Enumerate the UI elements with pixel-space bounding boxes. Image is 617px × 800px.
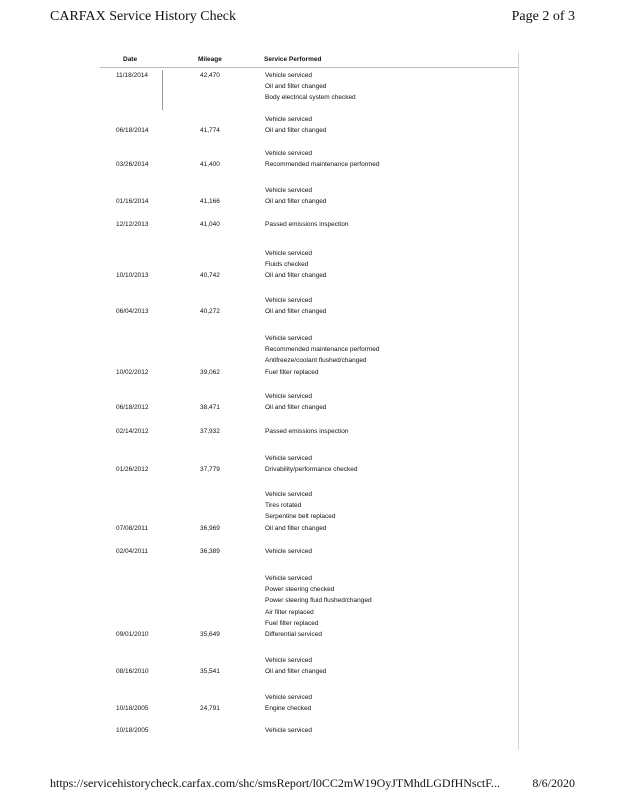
record-mileage: 39,062 xyxy=(200,368,220,376)
service-item: Fuel filter replaced xyxy=(265,368,319,376)
record-mileage: 35,541 xyxy=(200,668,220,676)
record-mileage: 37,932 xyxy=(200,428,220,435)
record-services xyxy=(265,70,356,104)
service-item: Engine checked xyxy=(265,705,312,713)
service-record xyxy=(100,725,518,736)
service-item: Vehicle serviced xyxy=(265,491,312,498)
service-item: Power steering fluid flushed/changed xyxy=(265,597,372,605)
record-mileage: 42,470 xyxy=(200,72,220,79)
record-date: 02/04/2011 xyxy=(116,548,149,555)
service-item: Vehicle serviced xyxy=(265,297,312,304)
record-date: 11/18/2014 xyxy=(116,72,149,79)
service-item: Vehicle serviced xyxy=(265,575,312,582)
service-record xyxy=(100,573,518,640)
record-mileage: 36,389 xyxy=(200,548,220,555)
document-title: CARFAX Service History Check xyxy=(50,9,236,24)
service-item: Power steering checked xyxy=(265,586,335,594)
service-history-table xyxy=(100,52,519,750)
footer-url: https://servicehistorycheck.carfax.com/shc/smsReport/l0CC2mW19OyJTMhdLGDfHNsctF... xyxy=(50,776,500,790)
record-services xyxy=(265,114,326,136)
record-services xyxy=(265,725,312,736)
record-date: 09/01/2010 xyxy=(116,631,149,638)
service-record xyxy=(100,391,518,413)
service-item: Vehicle serviced xyxy=(265,250,312,257)
service-item: Passed emissions inspection xyxy=(265,221,349,228)
service-item: Differential serviced xyxy=(265,630,322,638)
service-item: Oil and filter changed xyxy=(265,127,327,135)
service-item: Vehicle serviced xyxy=(265,393,312,400)
service-item: Vehicle serviced xyxy=(265,455,312,462)
record-services xyxy=(265,573,372,640)
record-mileage: 36,969 xyxy=(200,524,220,532)
date-column-header: Date xyxy=(123,56,138,63)
record-date: 07/08/2011 xyxy=(116,524,149,532)
record-services xyxy=(265,426,348,437)
record-services xyxy=(265,546,312,557)
service-item: Vehicle serviced xyxy=(265,548,312,555)
service-item: Oil and filter changed xyxy=(265,404,327,412)
service-item: Air filter replaced xyxy=(265,608,314,616)
record-services xyxy=(265,148,380,170)
record-date: 12/12/2013 xyxy=(116,221,149,228)
service-record xyxy=(100,426,518,437)
record-date: 01/16/2014 xyxy=(116,198,149,206)
service-record xyxy=(100,219,518,230)
record-services xyxy=(265,489,335,534)
service-item: Vehicle serviced xyxy=(265,72,312,79)
record-services xyxy=(265,692,312,714)
service-item: Tires rotated xyxy=(265,502,302,510)
record-services xyxy=(265,185,326,207)
record-date: 06/18/2014 xyxy=(116,127,149,135)
record-date: 10/18/2005 xyxy=(116,705,149,713)
service-item: Vehicle serviced xyxy=(265,727,312,734)
record-mileage: 38,471 xyxy=(200,404,220,412)
service-record xyxy=(100,248,518,282)
service-item: Fuel filter replaced xyxy=(265,619,319,627)
service-item: Oil and filter changed xyxy=(265,524,327,532)
record-date: 08/16/2010 xyxy=(116,668,149,676)
mileage-column-header: Mileage xyxy=(198,56,222,63)
record-mileage: 41,774 xyxy=(200,127,220,135)
record-date: 10/10/2013 xyxy=(116,272,149,280)
record-mileage: 41,040 xyxy=(200,221,220,228)
service-item: Vehicle serviced xyxy=(265,150,312,157)
service-item: Fluids checked xyxy=(265,261,309,269)
record-services xyxy=(265,295,326,317)
service-item: Oil and filter changed xyxy=(265,198,327,206)
service-item: Oil and filter changed xyxy=(265,272,327,280)
page-number: Page 2 of 3 xyxy=(511,9,575,24)
record-mileage: 41,166 xyxy=(200,198,220,206)
record-services xyxy=(265,453,357,475)
header-divider xyxy=(100,67,518,68)
service-record xyxy=(100,655,518,677)
service-record xyxy=(100,489,518,534)
record-mileage: 24,791 xyxy=(200,705,220,713)
service-record xyxy=(100,114,518,136)
service-item: Oil and filter changed xyxy=(265,83,327,91)
record-services xyxy=(265,248,326,282)
record-date: 03/26/2014 xyxy=(116,161,149,169)
footer-date: 8/6/2020 xyxy=(532,776,575,790)
record-mileage: 40,272 xyxy=(200,308,220,316)
service-record xyxy=(100,70,518,104)
service-item: Body electrical system checked xyxy=(265,94,356,102)
service-record xyxy=(100,333,518,378)
service-item: Recommended maintenance performed xyxy=(265,161,380,169)
service-item: Vehicle serviced xyxy=(265,187,312,194)
service-record xyxy=(100,185,518,207)
service-item: Passed emissions inspection xyxy=(265,428,349,435)
service-item: Drivability/performance checked xyxy=(265,466,358,474)
record-services xyxy=(265,219,348,230)
record-services xyxy=(265,655,326,677)
record-services xyxy=(265,391,326,413)
record-mileage: 41,400 xyxy=(200,161,220,169)
record-date: 06/18/2012 xyxy=(116,404,149,412)
service-record xyxy=(100,148,518,170)
record-date: 01/26/2012 xyxy=(116,466,149,474)
service-item: Vehicle serviced xyxy=(265,335,312,342)
service-item: Antifreeze/coolant flushed/changed xyxy=(265,357,367,365)
record-mileage: 40,742 xyxy=(200,272,220,280)
record-services xyxy=(265,333,380,378)
record-mileage: 37,779 xyxy=(200,466,220,474)
record-date: 06/04/2013 xyxy=(116,308,149,316)
service-record xyxy=(100,295,518,317)
service-item: Serpentine belt replaced xyxy=(265,513,336,521)
service-item: Recommended maintenance performed xyxy=(265,346,380,354)
service-item: Oil and filter changed xyxy=(265,308,327,316)
service-record xyxy=(100,453,518,475)
record-date: 10/02/2012 xyxy=(116,368,149,376)
record-date: 02/14/2012 xyxy=(116,428,149,435)
service-column-header: Service Performed xyxy=(264,56,322,63)
service-item: Oil and filter changed xyxy=(265,668,327,676)
service-record xyxy=(100,546,518,557)
service-item: Vehicle serviced xyxy=(265,116,312,123)
service-item: Vehicle serviced xyxy=(265,657,312,664)
service-item: Vehicle serviced xyxy=(265,694,312,701)
record-mileage: 35,649 xyxy=(200,631,220,638)
service-record xyxy=(100,692,518,714)
record-date: 10/18/2005 xyxy=(116,727,149,734)
